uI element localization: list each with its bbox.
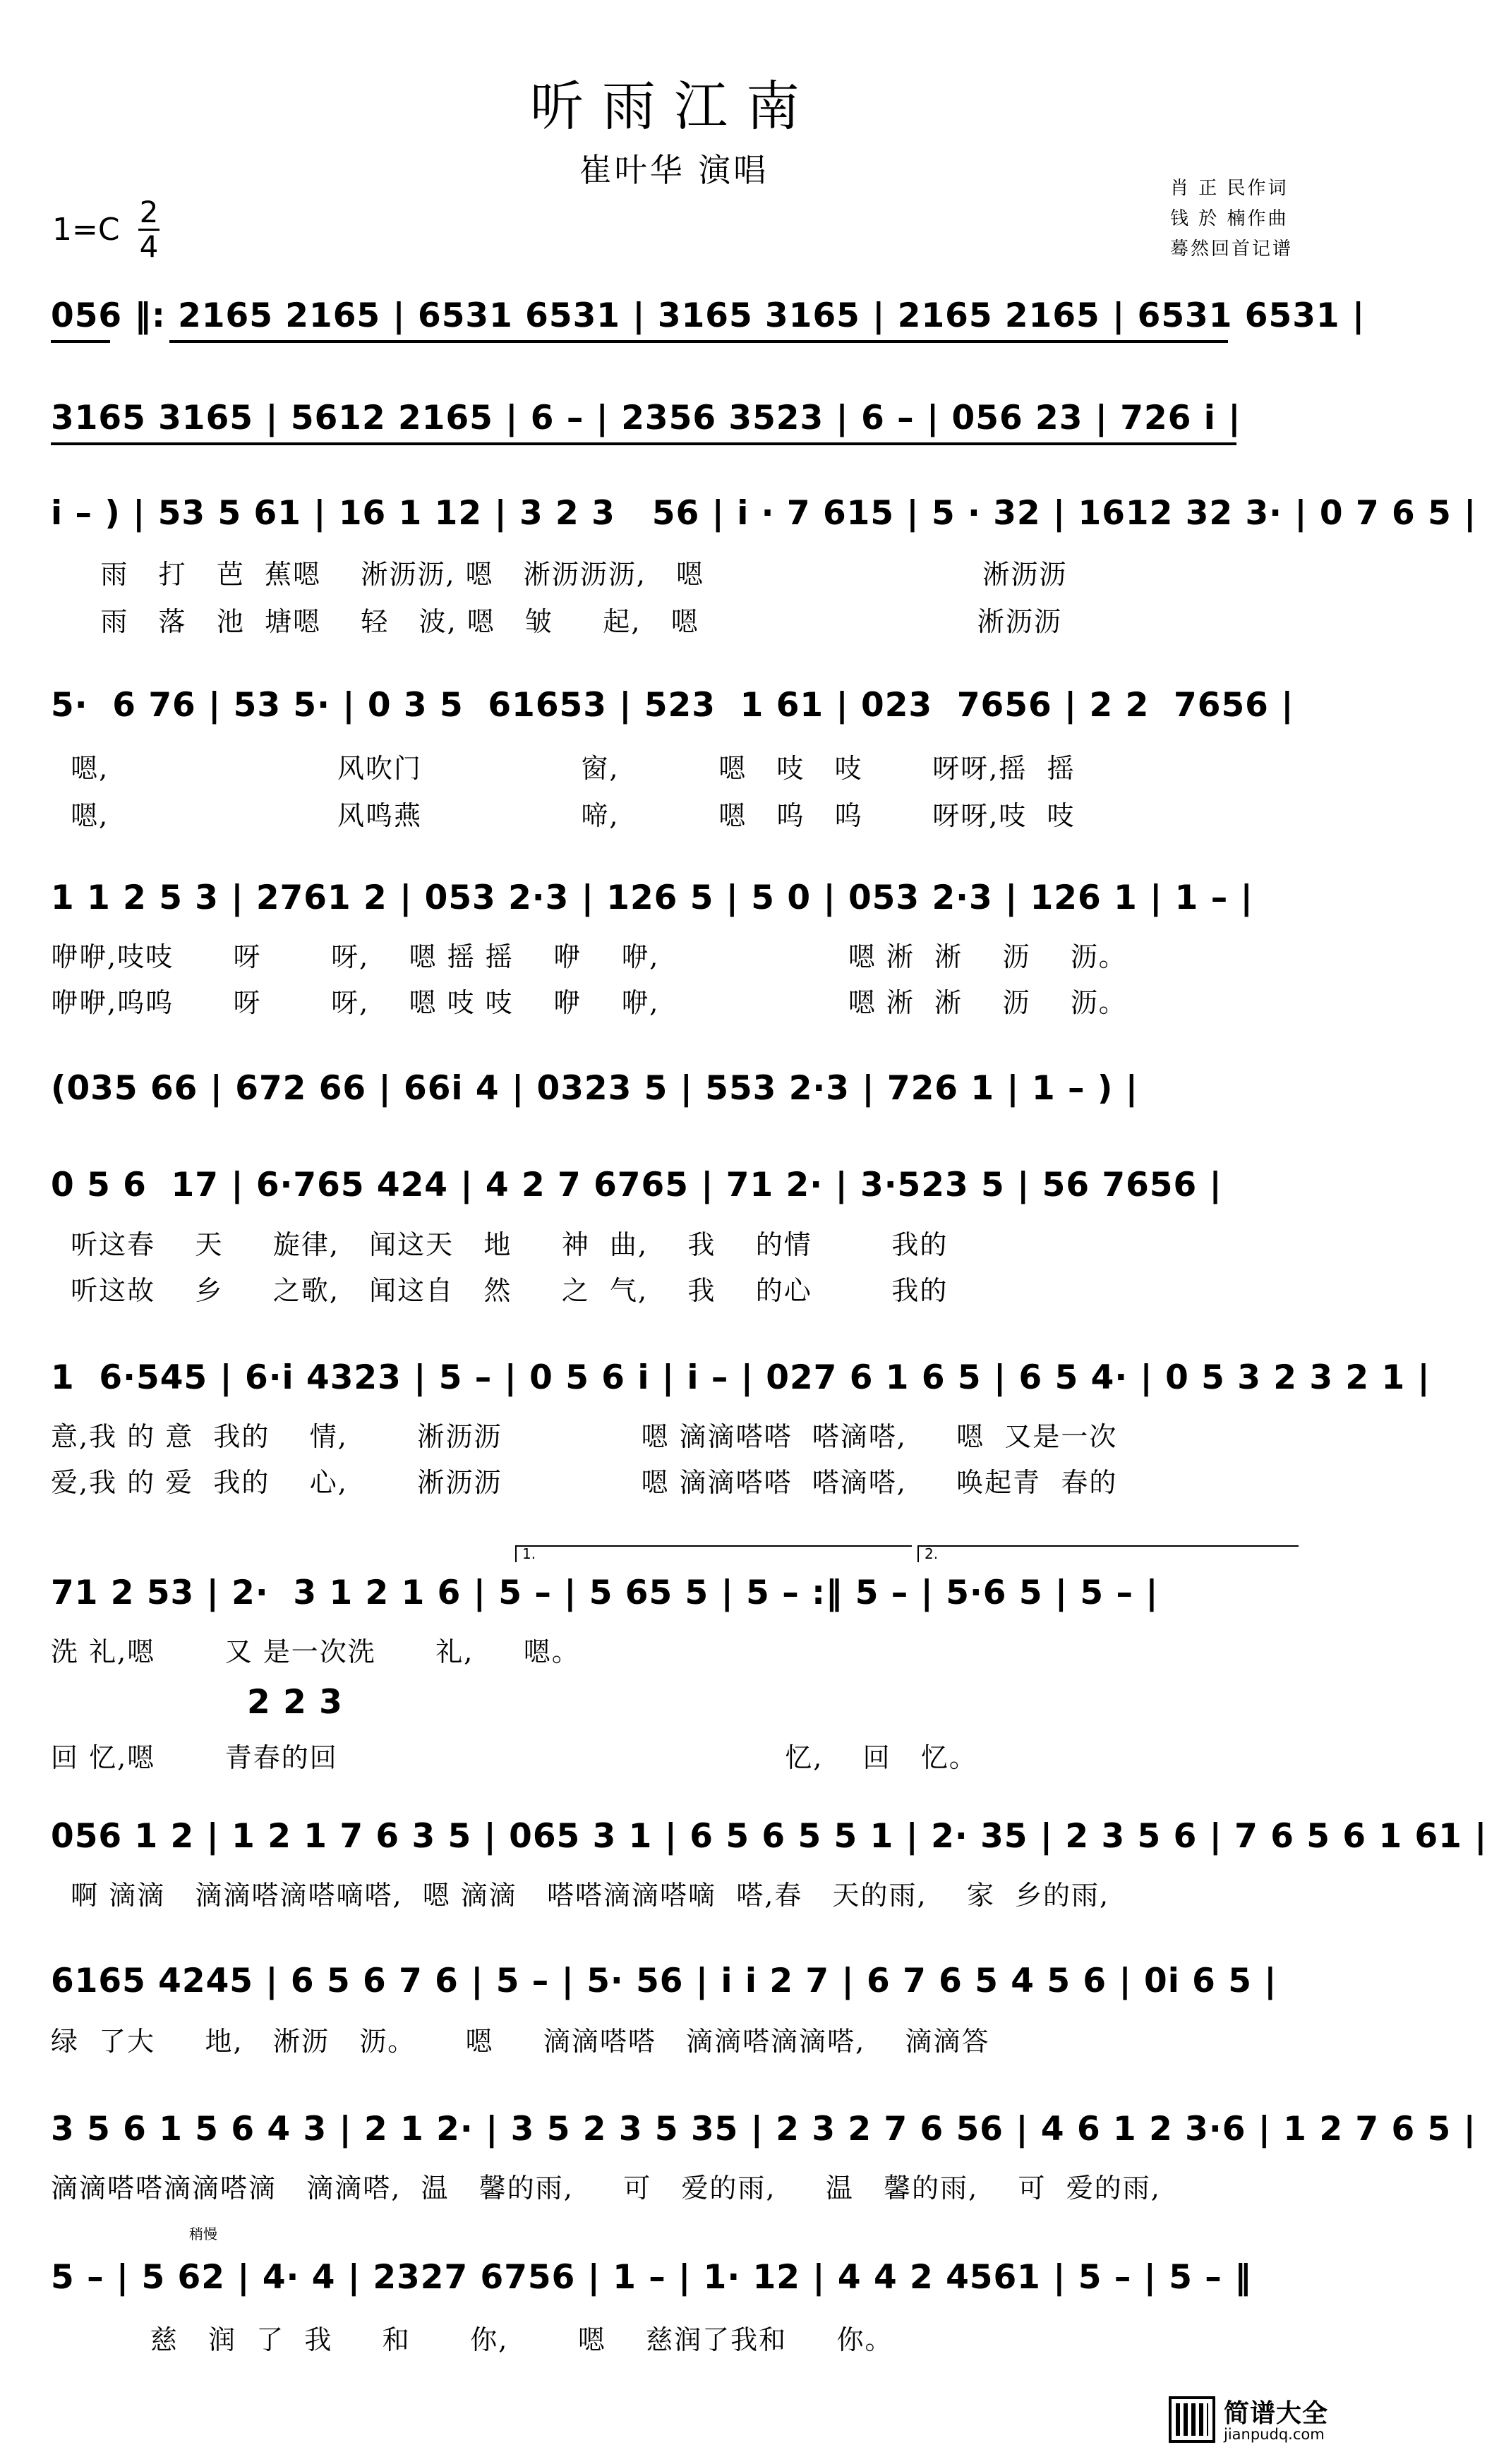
notation-line: (035 66 | 672 66 | 66i 4 | 0323 5 | 553 2·3 | 726 1 | 1 – ) |	[51, 1069, 1138, 1108]
volta-bracket-1: 1.	[515, 1545, 912, 1562]
lyric-verse-2: 听这故 乡 之歌, 闻这自 然 之 气, 我 的心 我的	[51, 1275, 949, 1306]
time-denominator: 4	[139, 229, 159, 264]
alternate-notes: 2 2 3	[247, 1683, 343, 1722]
beam-mark	[169, 340, 1228, 343]
notation-line: 056 1 2 | 1 2 1 7 6 3 5 | 065 3 1 | 6 5 6 5 5 1 | 2· 35 | 2 3 5 6 | 7 6 5 6 1 61 |	[51, 1817, 1487, 1856]
lyricist-credit: 肖 正 民作词	[1169, 178, 1289, 199]
beam-mark	[51, 442, 1236, 445]
lyric-verse-2: 咿咿,呜呜 呀 呀, 嗯 吱 吱 咿 咿, 嗯 淅 淅 沥 沥。	[51, 987, 1127, 1018]
credits	[1170, 174, 1293, 265]
singer-line: 崔叶华 演唱	[579, 151, 769, 189]
lyric-verse-2: 爱,我 的 爱 我的 心, 淅沥沥 嗯 滴滴嗒嗒 嗒滴嗒, 唤起青 春的	[51, 1467, 1118, 1498]
lyric-line: 慈 润 了 我 和 你, 嗯 慈润了我和 你。	[51, 2324, 893, 2355]
time-signature	[138, 196, 159, 263]
time-numerator: 2	[139, 195, 159, 229]
notation-line: 1 6·545 | 6·i 4323 | 5 – | 0 5 6 i | i – | 027 6 1 6 5 | 6 5 4· | 0 5 3 2 3 2 1 |	[51, 1358, 1431, 1397]
watermark-name: 简谱大全	[1224, 2399, 1329, 2428]
lyric-line: 滴滴嗒嗒滴滴嗒滴 滴滴嗒, 温 馨的雨, 可 爱的雨, 温 馨的雨, 可 爱的雨,	[51, 2173, 1161, 2204]
notation-line: 0 5 6 17 | 6·765 424 | 4 2 7 6765 | 71 2· | 3·523 5 | 56 7656 |	[51, 1166, 1222, 1204]
key-signature: 1=C	[52, 212, 120, 248]
beam-mark	[51, 340, 110, 343]
notation-line: 71 2 53 | 2· 3 1 2 1 6 | 5 – | 5 65 5 | 5 – :‖ 5 – | 5·6 5 | 5 – |	[51, 1574, 1159, 1612]
notation-line: 5 – | 5 62 | 4· 4 | 2327 6756 | 1 – | 1· 12 | 4 4 2 4561 | 5 – | 5 – ‖	[51, 2258, 1252, 2297]
notation-line: i – ) | 53 5 61 | 16 1 12 | 3 2 3 56 | i · 7 615 | 5 · 32 | 1612 32 3· | 0 7 6 5 |	[51, 494, 1477, 533]
notation-line: 056 ‖: 2165 2165 | 6531 6531 | 3165 3165 | 2165 2165 | 6531 6531 |	[51, 296, 1366, 335]
lyric-verse-1: 嗯, 风吹门 窗, 嗯 吱 吱 呀呀,摇 摇	[51, 753, 1076, 784]
page-title: 听雨江南	[530, 75, 818, 138]
lyric-verse-1: 咿咿,吱吱 呀 呀, 嗯 摇 摇 咿 咿, 嗯 淅 淅 沥 沥。	[51, 941, 1127, 972]
lyric-verse-2: 嗯, 风鸣燕 啼, 嗯 呜 呜 呀呀,吱 吱	[51, 800, 1076, 831]
tempo-mark: 稍慢	[189, 2226, 217, 2242]
lyric-verse-1: 听这春 天 旋律, 闻这天 地 神 曲, 我 的情 我的	[51, 1229, 949, 1260]
notation-line: 1 1 2 5 3 | 2761 2 | 053 2·3 | 126 5 | 5 0 | 053 2·3 | 126 1 | 1 – |	[51, 878, 1253, 917]
notation-line: 3 5 6 1 5 6 4 3 | 2 1 2· | 3 5 2 3 5 35 | 2 3 2 7 6 56 | 4 6 1 2 3·6 | 1 2 7 6 5 |	[51, 2110, 1476, 2149]
piano-icon	[1169, 2396, 1215, 2443]
lyric-verse-1: 雨 打 芭 蕉嗯 淅沥沥, 嗯 淅沥沥沥, 嗯 淅沥沥	[51, 559, 1068, 590]
transcriber-credit: 蓦然回首记谱	[1169, 238, 1293, 260]
lyric-line: 啊 滴滴 滴滴嗒滴嗒嘀嗒, 嗯 滴滴 嗒嗒滴滴嗒嘀 嗒,春 天的雨, 家 乡的雨,	[51, 1880, 1110, 1911]
notation-line: 3165 3165 | 5612 2165 | 6 – | 2356 3523 | 6 – | 056 23 | 726 i |	[51, 399, 1241, 437]
volta-bracket-2: 2.	[917, 1545, 1299, 1562]
watermark-logo	[1169, 2393, 1332, 2447]
watermark-url: jianpudq.com	[1224, 2426, 1325, 2443]
lyric-line: 绿 了大 地, 淅沥 沥。 嗯 滴滴嗒嗒 滴滴嗒滴滴嗒, 滴滴答	[51, 2026, 990, 2057]
lyric-verse-2: 回 忆,嗯 青春的回 忆, 回 忆。	[51, 1742, 977, 1773]
lyric-verse-2: 雨 落 池 塘嗯 轻 波, 嗯 皱 起, 嗯 淅沥沥	[51, 606, 1062, 637]
composer-credit: 钱 於 楠作曲	[1169, 208, 1289, 229]
notation-line: 5· 6 76 | 53 5· | 0 3 5 61653 | 523 1 61 | 023 7656 | 2 2 7656 |	[51, 686, 1294, 725]
lyric-verse-1: 意,我 的 意 我的 情, 淅沥沥 嗯 滴滴嗒嗒 嗒滴嗒, 嗯 又是一次	[51, 1421, 1118, 1452]
notation-line: 6165 4245 | 6 5 6 7 6 | 5 – | 5· 56 | i i 2 7 | 6 7 6 5 4 5 6 | 0i 6 5 |	[51, 1962, 1277, 2000]
lyric-verse-1: 洗 礼,嗯 又 是一次洗 礼, 嗯。	[51, 1636, 580, 1667]
